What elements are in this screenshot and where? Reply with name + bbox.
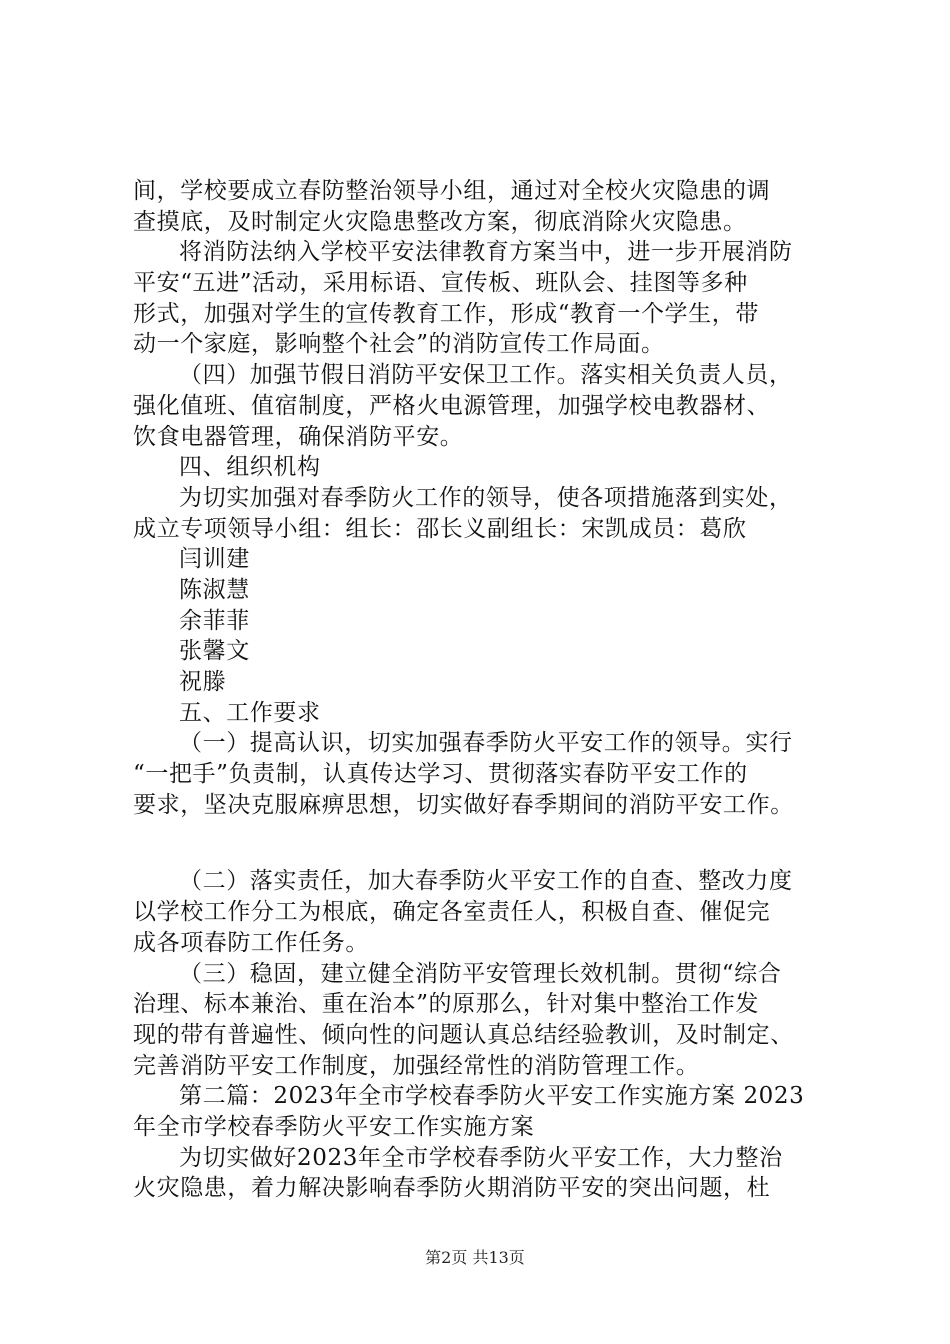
- text-line: 要求，坚决克服麻痹思想，切实做好春季期间的消防平安工作。: [133, 791, 794, 818]
- text-line: （一）提高认识，切实加强春季防火平安工作的领导。实行: [179, 730, 793, 757]
- text-line: 治理、标本兼治、重在治本”的原那么，针对集中整治工作发: [133, 991, 759, 1018]
- text-line: 第二篇：2023年全市学校春季防火平安工作实施方案 2023: [179, 1083, 805, 1110]
- text-line: 闫训建: [179, 546, 250, 573]
- text-line: 成各项春防工作任务。: [133, 929, 369, 956]
- text-line: “一把手”负责制，认真传达学习、贯彻落实春防平安工作的: [133, 761, 748, 788]
- text-line: 余菲菲: [179, 607, 250, 634]
- text-line: 现的带有普遍性、倾向性的问题认真总结经验教训，及时制定、: [133, 1021, 794, 1048]
- text-line: 祝滕: [179, 669, 227, 695]
- text-line: （二）落实责任，加大春季防火平安工作的自查、整改力度: [179, 868, 793, 895]
- text-line: 完善消防平安工作制度，加强经常性的消防管理工作。: [133, 1052, 700, 1079]
- text-line: 陈淑慧: [179, 576, 250, 603]
- text-line: 强化值班、值宿制度，严格火电源管理，加强学校电教器材、: [133, 392, 771, 419]
- text-line: 火灾隐患，着力解决影响春季防火期消防平安的突出问题，杜: [133, 1175, 771, 1202]
- text-line: 成立专项领导小组：组长：邵长义副组长：宋凯成员：葛欣: [133, 515, 747, 542]
- text-line: 将消防法纳入学校平安法律教育方案当中，进一步开展消防: [179, 239, 793, 266]
- text-line: 张馨文: [179, 638, 250, 665]
- text-line: 为切实做好2023年全市学校春季防火平安工作，大力整治: [179, 1144, 783, 1171]
- text-line: （四）加强节假日消防平安保卫工作。落实相关负责人员，: [179, 362, 793, 389]
- text-line: 查摸底，及时制定火灾隐患整改方案，彻底消除火灾隐患。: [133, 208, 747, 235]
- text-line: 以学校工作分工为根底，确定各室责任人，积极自查、催促完: [133, 899, 771, 926]
- text-line: 平安“五进”活动，采用标语、宣传板、班队会、挂图等多种: [133, 270, 748, 297]
- text-line: [133, 820, 853, 866]
- text-line: 动一个家庭，影响整个社会”的消防宣传工作局面。: [133, 331, 665, 358]
- text-line: 饮食电器管理，确保消防平安。: [133, 423, 464, 450]
- text-line: （三）稳固，建立健全消防平安管理长效机制。贯彻“综合: [179, 960, 782, 987]
- text-line: 年全市学校春季防火平安工作实施方案: [133, 1113, 535, 1140]
- text-line: 四、组织机构: [179, 454, 321, 481]
- document-body: [133, 176, 853, 1204]
- text-line: 五、工作要求: [179, 699, 321, 726]
- text-line: 为切实加强对春季防火工作的领导，使各项措施落到实处，: [179, 484, 793, 511]
- text-line: 形式，加强对学生的宣传教育工作，形成“教育一个学生，带: [133, 300, 759, 327]
- page-footer: 第2页 共13页: [425, 1248, 525, 1267]
- text-line: 间，学校要成立春防整治领导小组，通过对全校火灾隐患的调: [133, 178, 771, 204]
